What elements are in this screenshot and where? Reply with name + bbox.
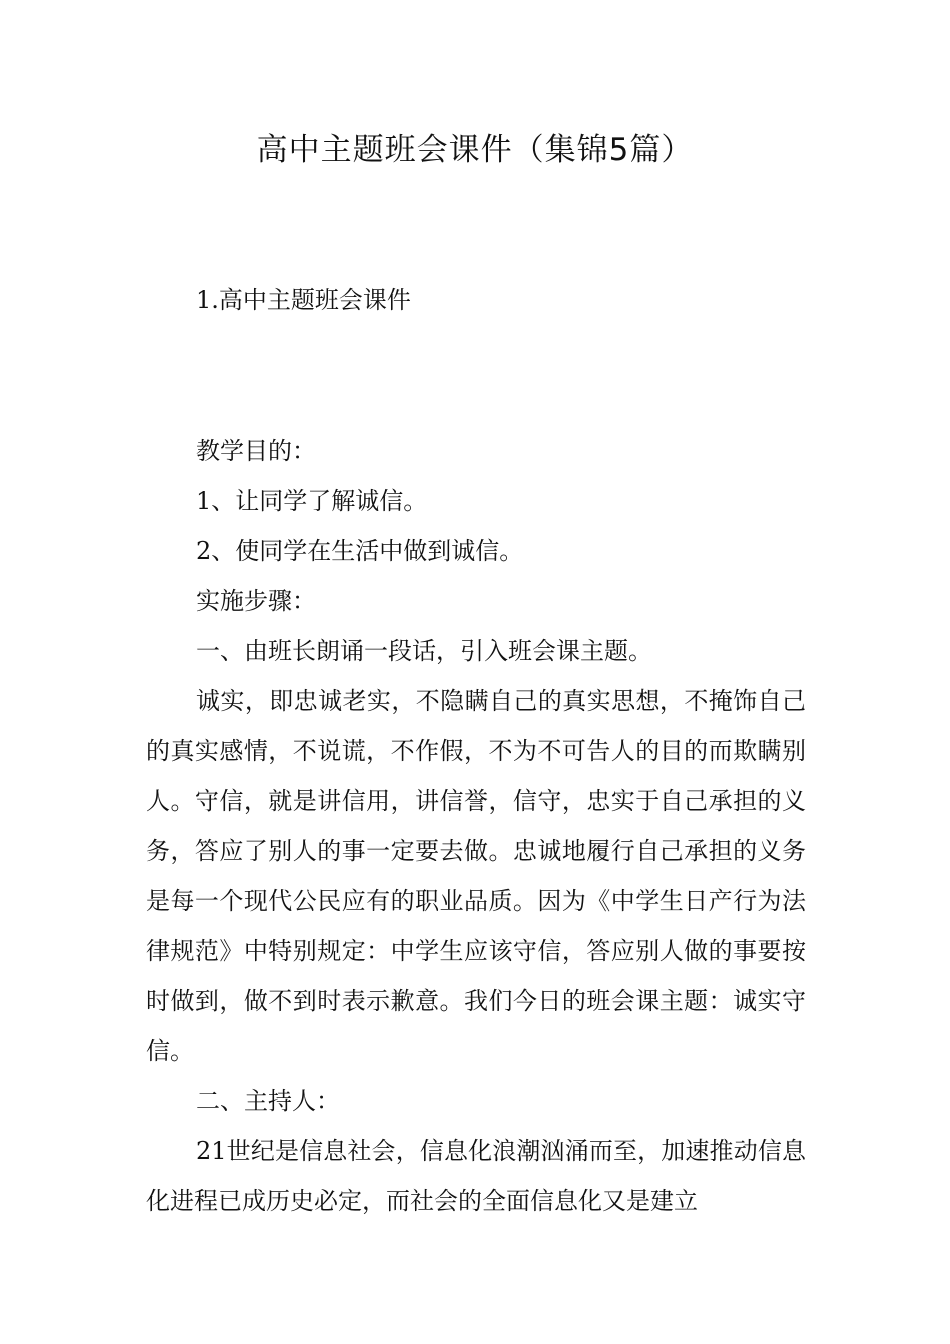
document-body: [146, 426, 806, 1226]
step-1: 一、由班长朗诵一段话，引入班会课主题。: [196, 637, 652, 665]
paragraph-information-society: 21世纪是信息社会，信息化浪潮汹涌而至，加速推动信息化进程已成历史必定，而社会的全面信息化又是建立: [146, 1137, 806, 1215]
teaching-goal-heading: 教学目的：: [196, 437, 316, 465]
teaching-goal-item-2: 2、使同学在生活中做到诚信。: [196, 537, 524, 565]
teaching-goal-item-1: 1、让同学了解诚信。: [196, 487, 428, 515]
section-heading: 1.高中主题班会课件: [196, 286, 411, 314]
step-2: 二、主持人：: [196, 1087, 340, 1115]
implementation-steps-heading: 实施步骤：: [196, 587, 316, 615]
document-title: 高中主题班会课件（集锦5篇）: [256, 132, 694, 168]
paragraph-honesty: 诚实，即忠诚老实，不隐瞒自己的真实思想，不掩饰自己的真实感情，不说谎，不作假，不为不可告人的目的而欺瞒别人。守信，就是讲信用，讲信誉，信守，忠实于自己承担的义务，答应了别人的事一定要去做。忠诚地履行自己承担的义务是每一个现代公民应有的职业品质。因为《中学生日产行为法律规范》中特别规定：中学生应该守信，答应别人做的事要按时做到，做不到时表示歉意。我们今日的班会课主题：诚实守信。: [146, 687, 806, 1065]
